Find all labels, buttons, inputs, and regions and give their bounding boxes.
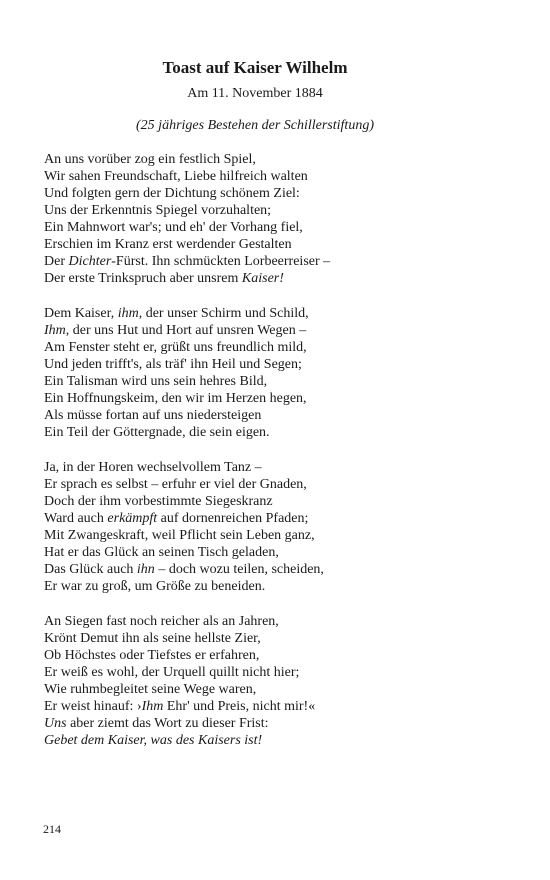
- line-text: Und folgten gern der Dichtung schönem Ziel:: [44, 186, 300, 201]
- stanza: [44, 459, 514, 595]
- poem-line: [44, 561, 514, 578]
- poem-line: [44, 510, 514, 527]
- poem-line: [44, 613, 514, 630]
- emphasis-text: ihm: [117, 306, 139, 321]
- emphasis-text: erkämpft: [107, 511, 158, 526]
- poem-line: [44, 476, 514, 493]
- line-text: Er sprach es selbst – erfuhr er viel der Gnaden,: [44, 477, 307, 492]
- emphasis-text: Dichter: [68, 254, 112, 269]
- line-text: Er war zu groß, um Größe zu beneiden.: [44, 579, 266, 594]
- stanza: [44, 151, 514, 287]
- line-text: Der: [44, 254, 69, 269]
- poem-line: [44, 493, 514, 510]
- poem-line: [44, 356, 514, 373]
- line-text: Hat er das Glück an seinen Tisch geladen,: [44, 545, 279, 560]
- line-text: , der unser Schirm und Schild,: [138, 306, 309, 321]
- emphasis-text: Ihm: [141, 699, 164, 714]
- poem-line: [44, 168, 514, 185]
- poem-line: [44, 630, 514, 647]
- poem-line: [44, 373, 514, 390]
- poem-line: [44, 407, 514, 424]
- poem-line: [44, 202, 514, 219]
- line-text: Wir sahen Freundschaft, Liebe hilfreich walten: [44, 169, 308, 184]
- line-text: Und jeden trifft's, als träf' ihn Heil und Segen;: [44, 357, 302, 372]
- poem-line: [44, 664, 514, 681]
- line-text: Er weiß es wohl, der Urquell quillt nicht hier;: [44, 665, 300, 680]
- line-text: Ward auch: [44, 511, 108, 526]
- poem-line: [44, 698, 514, 715]
- poem-line: [44, 151, 514, 168]
- poem-line: [44, 527, 514, 544]
- line-text: aber ziemt das Wort zu dieser Frist:: [66, 716, 269, 731]
- poem-line: [44, 578, 514, 595]
- poem-line: [44, 681, 514, 698]
- poem-line: [44, 236, 514, 253]
- poem-line: [44, 185, 514, 202]
- emphasis-text: Ihm: [44, 323, 66, 338]
- line-text: Doch der ihm vorbestimmte Siegeskranz: [44, 494, 273, 509]
- page-number: 214: [43, 822, 61, 836]
- poem-line: [44, 424, 514, 441]
- poem-line: [44, 732, 514, 749]
- poem-date: Am 11. November 1884: [187, 86, 323, 101]
- line-text: Ein Hoffnungskeim, den wir im Herzen hegen,: [44, 391, 307, 406]
- line-text: -Fürst. Ihn schmückten Lorbeerreiser –: [111, 254, 331, 269]
- emphasis-text: Gebet dem Kaiser, was des Kaisers ist!: [44, 733, 263, 748]
- line-text: – doch wozu teilen, scheiden,: [154, 562, 324, 577]
- poem-line: [44, 715, 514, 732]
- line-text: , der uns Hut und Hort auf unsren Wegen –: [65, 323, 307, 338]
- emphasis-text: Kaiser!: [241, 271, 284, 286]
- poem-line: [44, 647, 514, 664]
- line-text: Der erste Trinkspruch aber unsrem: [44, 271, 242, 286]
- line-text: Uns der Erkenntnis Spiegel vorzuhalten;: [44, 203, 272, 218]
- line-text: Ob Höchstes oder Tiefstes er erfahren,: [44, 648, 260, 663]
- poem-line: [44, 459, 514, 476]
- poem-line: [44, 390, 514, 407]
- line-text: Ein Teil der Göttergnade, die sein eigen.: [44, 425, 270, 440]
- stanza: [44, 305, 514, 441]
- line-text: Ehr' und Preis, nicht mir!«: [163, 699, 316, 714]
- line-text: Krönt Demut ihn als seine hellste Zier,: [44, 631, 261, 646]
- emphasis-text: ihn: [136, 562, 155, 577]
- poem-line: [44, 322, 514, 339]
- stanza: [44, 613, 514, 749]
- line-text: Das Glück auch: [44, 562, 137, 577]
- line-text: Mit Zwangeskraft, weil Pflicht sein Leben ganz,: [44, 528, 315, 543]
- line-text: Als müsse fortan auf uns niedersteigen: [44, 408, 262, 423]
- poem-line: [44, 544, 514, 561]
- poem-occasion: (25 jähriges Bestehen der Schillerstiftung): [136, 118, 374, 133]
- line-text: Ein Mahnwort war's; und eh' der Vorhang fiel,: [44, 220, 303, 235]
- poem-line: [44, 219, 514, 236]
- poem-line: [44, 339, 514, 356]
- line-text: Wie ruhmbegleitet seine Wege waren,: [44, 682, 257, 697]
- line-text: Dem Kaiser,: [44, 306, 118, 321]
- poem-line: [44, 253, 514, 270]
- line-text: Ein Talisman wird uns sein hehres Bild,: [44, 374, 268, 389]
- line-text: An Siegen fast noch reicher als an Jahren,: [44, 614, 279, 629]
- line-text: Ja, in der Horen wechselvollem Tanz –: [44, 460, 262, 475]
- emphasis-text: Uns: [44, 716, 67, 731]
- line-text: Er weist hinauf: ›: [44, 699, 142, 714]
- poem-line: [44, 305, 514, 322]
- line-text: An uns vorüber zog ein festlich Spiel,: [44, 152, 256, 167]
- line-text: Erschien im Kranz erst werdender Gestalten: [44, 237, 292, 252]
- line-text: auf dornenreichen Pfaden;: [157, 511, 309, 526]
- poem-body: [44, 151, 514, 767]
- poem-title: Toast auf Kaiser Wilhelm: [162, 58, 348, 77]
- poem-line: [44, 270, 514, 287]
- line-text: Am Fenster steht er, grüßt uns freundlich mild,: [44, 340, 307, 355]
